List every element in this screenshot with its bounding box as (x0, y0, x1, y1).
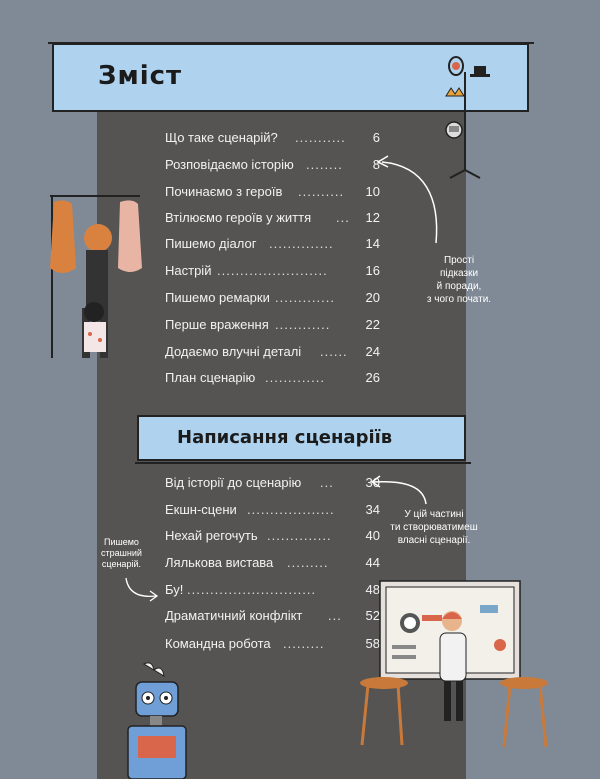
toc-row-dots: ........................ (217, 263, 328, 278)
toc-row-dots: ......... (287, 555, 329, 570)
toc-row-label: Лялькова вистава (165, 555, 274, 570)
toc-row-page: 44 (365, 555, 380, 570)
toc-row-label: Починаємо з героїв (165, 184, 283, 199)
curved-arrow-icon (370, 148, 450, 248)
toc-row-page: 6 (372, 130, 380, 145)
toc-row[interactable] (165, 263, 380, 283)
toc-row[interactable] (165, 210, 380, 230)
toc-row-dots: .............. (267, 528, 332, 543)
toc-row-page: 10 (365, 184, 380, 199)
toc-row-page: 58 (365, 636, 380, 651)
toc-row-label: Перше враження (165, 317, 269, 332)
toc-row-page: 8 (372, 157, 380, 172)
robot-illustration (118, 660, 198, 779)
toc-row-label: Пишемо діалог (165, 236, 257, 251)
note-line: підказки (439, 268, 479, 279)
toc-row-page: 30 (365, 475, 380, 490)
toc-row-page: 12 (365, 210, 380, 225)
toc-row-dots: ............................ (187, 582, 317, 597)
note-line: власні сценарії. (397, 535, 471, 546)
toc-row[interactable] (165, 157, 380, 177)
toc-row-page: 26 (365, 370, 380, 385)
toc-row[interactable] (165, 475, 380, 495)
toc-row[interactable] (165, 344, 380, 364)
toc-row-page: 22 (365, 317, 380, 332)
toc-row[interactable] (165, 290, 380, 310)
section2-title: Написання сценаріїв (177, 427, 393, 448)
toc-row-dots: ............. (265, 370, 325, 385)
toc-row-page: 20 (365, 290, 380, 305)
toc-row-dots: ........ (306, 157, 343, 172)
toc-row-label: Додаємо влучні деталі (165, 344, 302, 359)
wardrobe-illustration (40, 188, 150, 378)
toc-row[interactable] (165, 184, 380, 204)
note-line: Прості (443, 255, 475, 266)
section1-note (409, 254, 509, 306)
toc-row-label: Розповідаємо історію (165, 157, 294, 172)
toc-row-page: 48 (365, 582, 380, 597)
hint-line: сценарій. (101, 559, 141, 569)
toc-row[interactable] (165, 528, 380, 548)
toc-row-page: 14 (365, 236, 380, 251)
toc-row-dots: ......... (283, 636, 325, 651)
toc-row-page: 34 (365, 502, 380, 517)
note-line: з чого почати. (426, 294, 492, 305)
toc-row-label: Драматичний конфлікт (165, 608, 303, 623)
curved-arrow-icon (366, 470, 446, 510)
page-title: Зміст (98, 61, 183, 91)
toc-row-label: Екшн-сцени (165, 502, 237, 517)
toc-row[interactable] (165, 636, 380, 656)
toc-row-label: Від історії до сценарію (165, 475, 302, 490)
toc-row-page: 40 (365, 528, 380, 543)
toc-row[interactable] (165, 582, 380, 602)
toc-row-label: Пишемо ремарки (165, 290, 270, 305)
toc-row-label: Втілюємо героїв у життя (165, 210, 312, 225)
toc-row-dots: ........... (295, 130, 346, 145)
toc-row[interactable] (165, 370, 380, 390)
toc-row-label: Командна робота (165, 636, 271, 651)
toc-row-page: 16 (365, 263, 380, 278)
toc-row-dots: ... (320, 475, 334, 490)
note-line: й поради, (436, 281, 482, 292)
toc-row-dots: .......... (298, 184, 345, 199)
note-line: ти створюватимеш (390, 522, 478, 533)
toc-row-label: Настрій (165, 263, 212, 278)
toc-row-label: План сценарію (165, 370, 256, 385)
toc-row-dots: ... (328, 608, 342, 623)
toc-row-page: 24 (365, 344, 380, 359)
note-line: У цій частині (404, 509, 464, 520)
toc-row-dots: ...... (320, 344, 348, 359)
control-panel-illustration (352, 575, 557, 755)
toc-row-dots: ................... (247, 502, 335, 517)
toc-row-dots: ............ (275, 317, 331, 332)
section2-note (378, 508, 490, 547)
toc-row[interactable] (165, 502, 380, 522)
toc-row-label: Бу! (165, 582, 184, 597)
toc-row-label: Що таке сценарій? (165, 130, 278, 145)
toc-row[interactable] (165, 130, 380, 150)
toc-row[interactable] (165, 317, 380, 337)
toc-row-dots: ... (336, 210, 350, 225)
section2-banner (137, 415, 466, 461)
hint-line: Пишемо (103, 537, 139, 547)
toc-row[interactable] (165, 555, 380, 575)
toc-row[interactable] (165, 608, 380, 628)
curved-arrow-icon (122, 576, 162, 606)
toc-row-page: 52 (365, 608, 380, 623)
side-hint (101, 537, 142, 570)
toc-row-label: Нехай регочуть (165, 528, 258, 543)
toc-row-dots: .............. (269, 236, 334, 251)
toc-row-dots: ............. (275, 290, 335, 305)
hint-line: страшний (101, 548, 142, 558)
toc-row[interactable] (165, 236, 380, 256)
